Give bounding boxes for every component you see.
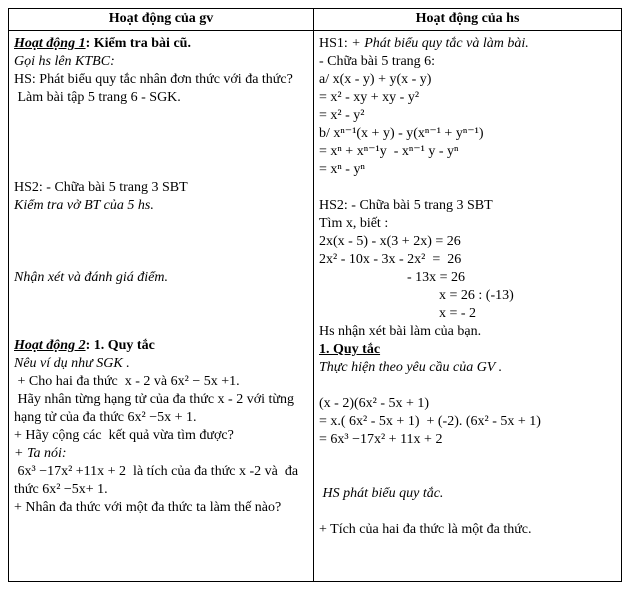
hs-line-eq4: x = 26 : (-13) — [439, 288, 514, 303]
hs-heading-quy-tac: 1. Quy tắc — [319, 342, 381, 357]
spacer — [319, 179, 616, 197]
gv-line-hay-cong: + Hãy cộng các kết quả vừa tìm được? — [14, 428, 234, 443]
gv-activity2-label: Hoạt động 2 — [14, 338, 86, 353]
spacer — [319, 377, 616, 395]
spacer — [319, 503, 616, 521]
hs-column — [314, 31, 621, 581]
hs-line-hs2: HS2: - Chữa bài 5 trang 3 SBT — [319, 198, 493, 213]
gv-line-cho-hai: + Cho hai đa thức x - 2 và 6x² − 5x +1. — [14, 374, 240, 389]
hs-line-ket-luan: + Tích của hai đa thức là một đa thức. — [319, 522, 532, 537]
table-body-row — [9, 31, 621, 581]
hs-line-bai-b2: = xⁿ + xⁿ⁻¹y - xⁿ⁻¹ y - yⁿ — [319, 144, 459, 159]
gv-line-kiem-tra: Kiểm tra vở BT của 5 hs. — [14, 198, 154, 213]
gv-line-lam-bai: Làm bài tập 5 trang 6 - SGK. — [14, 90, 181, 105]
hs-line-eq5: x = - 2 — [439, 306, 477, 321]
hs-line-tim-x: Tìm x, biết : — [319, 216, 389, 231]
hs-line-chua-bai: - Chữa bài 5 trang 6: — [319, 54, 436, 69]
hs-line-bai-a3: = x² - y² — [319, 108, 365, 123]
gv-line-nhan-xet: Nhận xét và đánh giá điểm. — [14, 270, 168, 285]
spacer — [14, 215, 308, 269]
gv-line-hay-nhan: Hãy nhân từng hạng tử của đa thức x - 2 với từng hạng tử của đa thức 6x² −5x + 1. — [14, 392, 298, 425]
hs-line-thuc-hien: Thực hiện theo yêu cầu của GV . — [319, 360, 503, 375]
hs-line-bai-b3: = xⁿ - yⁿ — [319, 162, 365, 177]
hs-line-eq2: 2x² - 10x - 3x - 2x² = 26 — [319, 252, 462, 267]
gv-line-cau-hoi: + Nhân đa thức với một đa thức ta làm thế nào? — [14, 500, 282, 515]
gv-activity2-title: : 1. Quy tắc — [85, 338, 155, 353]
hs-line-hs1 — [319, 35, 616, 53]
gv-line-neu-vi-du: Nêu ví dụ như SGK . — [14, 356, 130, 371]
gv-column — [9, 31, 314, 581]
hs-line-eq3: - 13x = 26 — [407, 270, 466, 285]
hs-line-vd3: = 6x³ −17x² + 11x + 2 — [319, 432, 443, 447]
hs1-text: + Phát biểu quy tắc và làm bài. — [351, 36, 529, 51]
hs-line-vd1: (x - 2)(6x² - 5x + 1) — [319, 396, 430, 411]
gv-activity1-heading — [14, 35, 308, 53]
lesson-plan-table — [8, 8, 622, 582]
gv-line-hs-question: HS: Phát biểu quy tắc nhân đơn thức với đa thức? — [14, 72, 293, 87]
hs1-label: HS1: — [319, 36, 352, 51]
gv-line-ta-noi: + Ta nói: — [14, 446, 67, 461]
hs-line-bai-a1: a/ x(x - y) + y(x - y) — [319, 72, 432, 87]
hs-line-phat-bieu: HS phát biểu quy tắc. — [319, 486, 444, 501]
hs-line-vd2: = x.( 6x² - 5x + 1) + (-2). (6x² - 5x + 1) — [319, 414, 541, 429]
gv-line-tich: 6x³ −17x² +11x + 2 là tích của đa thức x -2 và đa thức 6x² −5x+ 1. — [14, 464, 302, 497]
spacer — [14, 107, 308, 179]
gv-activity1-title: : Kiểm tra bài cũ. — [85, 36, 191, 51]
gv-line-hs2: HS2: - Chữa bài 5 trang 3 SBT — [14, 180, 188, 195]
column-header-gv: Hoạt động của gv — [9, 9, 314, 30]
hs-line-bai-a2: = x² - xy + xy - y² — [319, 90, 420, 105]
hs-line-eq1: 2x(x - 5) - x(3 + 2x) = 26 — [319, 234, 461, 249]
hs-line-nhan-xet: Hs nhận xét bài làm của bạn. — [319, 324, 482, 339]
hs-line-bai-b1: b/ xⁿ⁻¹(x + y) - y(xⁿ⁻¹ + yⁿ⁻¹) — [319, 126, 484, 141]
gv-activity2-heading — [14, 337, 308, 355]
spacer — [14, 287, 308, 337]
table-header-row — [9, 9, 621, 31]
spacer — [319, 449, 616, 485]
gv-line-goi-hs: Gọi hs lên KTBC: — [14, 54, 115, 69]
column-header-hs: Hoạt động của hs — [415, 11, 520, 26]
gv-activity1-label: Hoạt động 1 — [14, 36, 86, 51]
